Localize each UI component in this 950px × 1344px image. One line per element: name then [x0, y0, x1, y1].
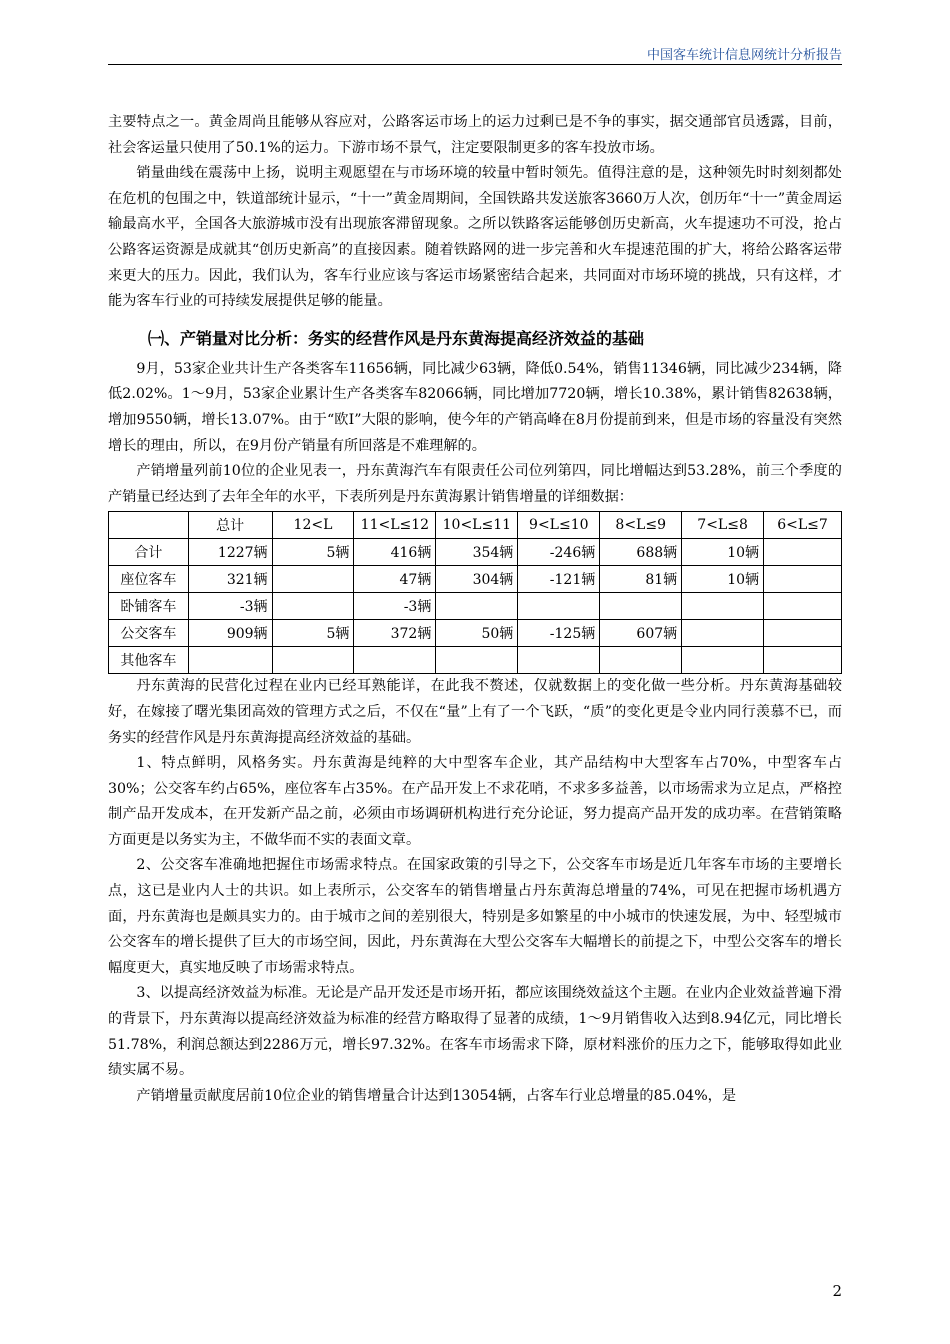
table-cell: 607辆 — [600, 620, 682, 647]
document-body — [108, 110, 842, 1109]
table-header-cell: 9<L≤10 — [518, 512, 600, 539]
paragraph: 产销增量列前10位的企业见表一，丹东黄海汽车有限责任公司位列第四，同比增幅达到53.28%，前三个季度的产销量已经达到了去年全年的水平，下表所列是丹东黄海累计销售增量的详细数据： — [108, 463, 842, 505]
table-cell: -121辆 — [518, 566, 600, 593]
paragraph: 产销增量贡献度居前10位企业的销售增量合计达到13054辆，占客车行业总增量的85.04%，是 — [136, 1087, 737, 1104]
table-row — [109, 620, 842, 647]
table-cell: 5辆 — [272, 620, 354, 647]
table-cell: 81辆 — [600, 566, 682, 593]
table-row — [109, 539, 842, 566]
table-cell — [764, 593, 842, 620]
table-cell: 1227辆 — [188, 539, 272, 566]
table-cell — [518, 647, 600, 674]
table-cell — [682, 593, 764, 620]
table-cell: -3辆 — [188, 593, 272, 620]
table-header-row — [109, 512, 842, 539]
table-cell: 50辆 — [436, 620, 518, 647]
table-cell — [764, 620, 842, 647]
table-cell: 372辆 — [354, 620, 436, 647]
paragraph: 3、以提高经济效益为标准。无论是产品开发还是市场开拓，都应该围绕效益这个主题。在业内企业效益普遍下滑的背景下，丹东黄海以提高经济效益为标准的经营方略取得了显著的成绩，1～9月销售收入达到8.94亿元，同比增长51.78%，利润总额达到2286万元，增长97.32%。在客车市场需求下降，原材料涨价的压力之下，能够取得如此业绩实属不易。 — [108, 985, 842, 1079]
table-cell — [272, 593, 354, 620]
table-header-cell: 7<L≤8 — [682, 512, 764, 539]
table-cell: 909辆 — [188, 620, 272, 647]
table-header-cell: 8<L≤9 — [600, 512, 682, 539]
table-cell: 688辆 — [600, 539, 682, 566]
row-label: 其他客车 — [109, 647, 189, 674]
table-cell: 10辆 — [682, 539, 764, 566]
table-row — [109, 566, 842, 593]
table-cell: -246辆 — [518, 539, 600, 566]
row-label: 卧铺客车 — [109, 593, 189, 620]
header-divider — [108, 64, 842, 65]
table-cell — [600, 593, 682, 620]
sales-increment-table — [108, 511, 842, 674]
table-cell — [272, 647, 354, 674]
table-cell: 354辆 — [436, 539, 518, 566]
table-cell — [354, 647, 436, 674]
table-cell — [764, 566, 842, 593]
table-row — [109, 593, 842, 620]
section-heading: ㈠、产销量对比分析：务实的经营作风是丹东黄海提高经济效益的基础 — [148, 328, 645, 348]
table-cell — [188, 647, 272, 674]
table-cell — [764, 647, 842, 674]
table-cell — [600, 647, 682, 674]
table-cell: 10辆 — [682, 566, 764, 593]
row-label: 公交客车 — [109, 620, 189, 647]
table-header-cell: 10<L≤11 — [436, 512, 518, 539]
row-label: 座位客车 — [109, 566, 189, 593]
paragraph: 9月，53家企业共计生产各类客车11656辆，同比减少63辆，降低0.54%，销售11346辆，同比减少234辆，降低2.02%。1～9月，53家企业累计生产各类客车82066辆，同比增加7720辆，增长10.38%，累计销售82638辆，增加9550辆，增长13.07%。由于“欧Ⅰ”大限的影响，使今年的产销高峰在8月份提前到来，但是市场的容量没有突然增长的理由，所以，在9月份产销量有所回落是不难理解的。 — [108, 360, 842, 454]
row-label: 合计 — [109, 539, 189, 566]
paragraph: 2、公交客车准确地把握住市场需求特点。在国家政策的引导之下，公交客车市场是近几年客车市场的主要增长点，这已是业内人士的共识。如上表所示，公交客车的销售增量占丹东黄海总增量的74%，可见在把握市场机遇方面，丹东黄海也是颇具实力的。由于城市之间的差别很大，特别是多如繁星的中小城市的快速发展，为中、轻型城市公交客车的增长提供了巨大的市场空间，因此，丹东黄海在大型公交客车大幅增长的前提之下，中型公交客车的增长幅度更大，真实地反映了市场需求特点。 — [108, 857, 842, 976]
table-header-cell: 12<L — [272, 512, 354, 539]
page-number: 2 — [832, 1282, 842, 1300]
table-cell — [272, 566, 354, 593]
table-cell: -3辆 — [354, 593, 436, 620]
table-header-cell: 总计 — [188, 512, 272, 539]
table-cell: 47辆 — [354, 566, 436, 593]
table-cell — [764, 539, 842, 566]
paragraph: 销量曲线在震荡中上扬，说明主观愿望在与市场环境的较量中暂时领先。值得注意的是，这种领先时时刻刻都处在危机的包围之中，铁道部统计显示，“十一”黄金周期间，全国铁路共发送旅客3660万人次，创历年“十一”黄金周运输最高水平，全国各大旅游城市没有出现旅客滞留现象。之所以铁路客运能够创历史新高，火车提速功不可没，抢占公路客运资源是成就其“创历史新高”的直接因素。随着铁路网的进一步完善和火车提速范围的扩大，将给公路客运带来更大的压力。因此，我们认为，客车行业应该与客运市场紧密结合起来，共同面对市场环境的挑战，只有这样，才能为客车行业的可持续发展提供足够的能量。 — [108, 165, 842, 310]
table-row — [109, 647, 842, 674]
table-cell: -125辆 — [518, 620, 600, 647]
table-header-cell: 6<L≤7 — [764, 512, 842, 539]
paragraph: 主要特点之一。黄金周尚且能够从容应对，公路客运市场上的运力过剩已是不争的事实，据交通部官员透露，目前，社会客运量只使用了50.1%的运力。下游市场不景气，注定要限制更多的客车投放市场。 — [108, 114, 842, 156]
page-header: 中国客车统计信息网统计分析报告 — [646, 48, 842, 63]
table-cell — [436, 593, 518, 620]
paragraph: 丹东黄海的民营化过程在业内已经耳熟能详，在此我不赘述，仅就数据上的变化做一些分析。丹东黄海基础较好，在嫁接了曙光集团高效的管理方式之后，不仅在“量”上有了一个飞跃，“质”的变化更是令业内同行羡慕不已，而务实的经营作风是丹东黄海提高经济效益的基础。 — [108, 678, 842, 746]
table-cell — [682, 647, 764, 674]
table-cell — [682, 620, 764, 647]
table-header-cell — [109, 512, 189, 539]
table-cell — [436, 647, 518, 674]
table-cell: 416辆 — [354, 539, 436, 566]
table-cell: 5辆 — [272, 539, 354, 566]
paragraph: 1、特点鲜明，风格务实。丹东黄海是纯粹的大中型客车企业，其产品结构中大型客车占70%，中型客车占30%；公交客车约占65%，座位客车占35%。在产品开发上不求花哨，不求多多益善，以市场需求为立足点，严格控制产品开发成本，在开发新产品之前，必须由市场调研机构进行充分论证，努力提高产品开发的成功率。在营销策略方面更是以务实为主，不做华而不实的表面文章。 — [108, 755, 842, 848]
table-cell — [518, 593, 600, 620]
table-cell: 304辆 — [436, 566, 518, 593]
table-header-cell: 11<L≤12 — [354, 512, 436, 539]
table-cell: 321辆 — [188, 566, 272, 593]
